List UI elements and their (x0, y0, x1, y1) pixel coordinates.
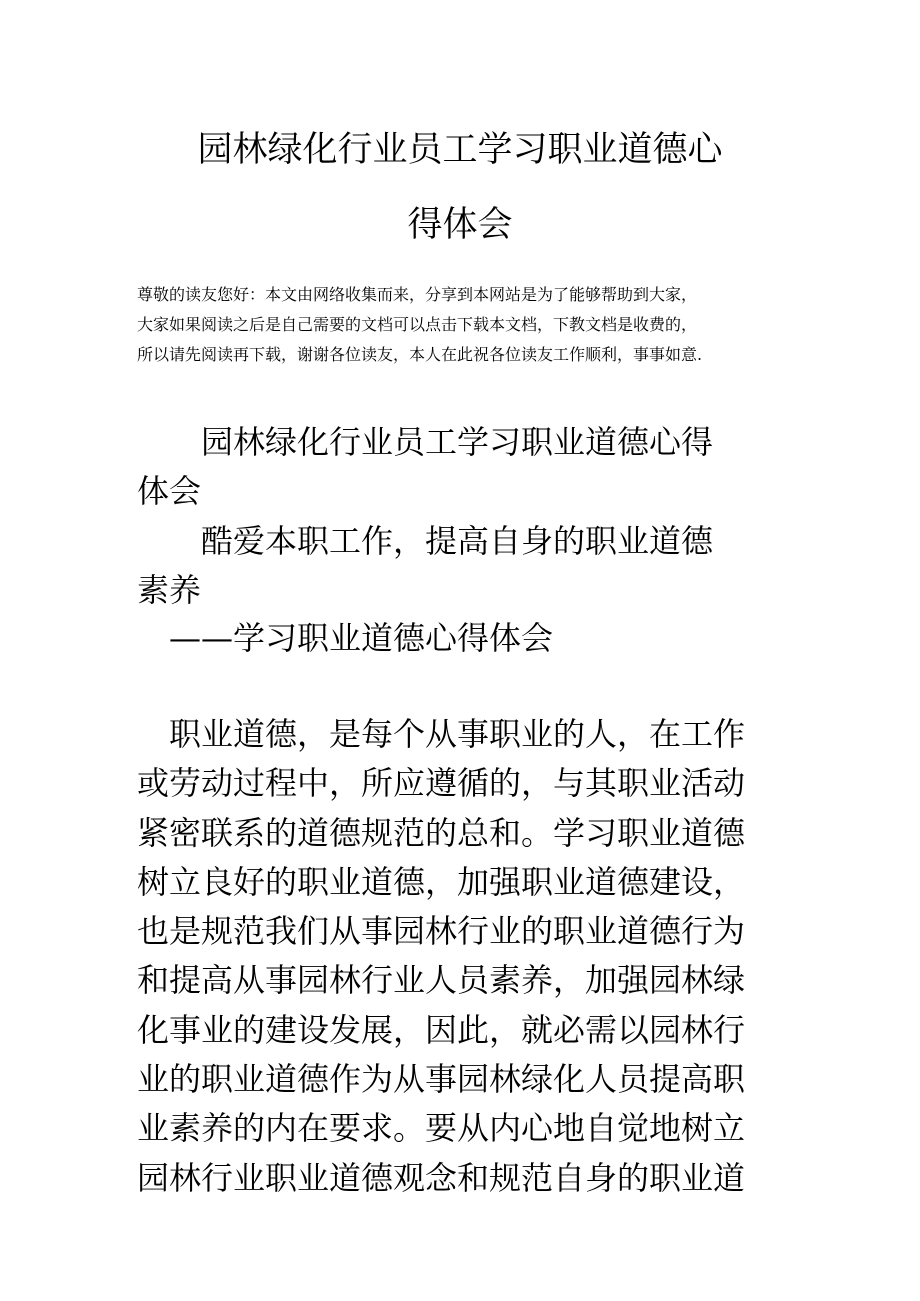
article-subtitle (137, 517, 787, 615)
article-heading-line: 园林绿化行业员工学习职业道德心得 (137, 423, 714, 461)
paragraph-line: 紧密联系的道德规范的总和。学习职业道德 (137, 813, 746, 852)
paragraph-line: 和提高从事园林行业人员素养，加强园林绿 (137, 961, 746, 1000)
reader-notice (137, 280, 797, 370)
document-title-line-2: 得体会 (407, 205, 513, 245)
paragraph-line: 树立良好的职业道德，加强职业道德建设， (137, 862, 746, 901)
paragraph-line: 业的职业道德作为从事园林绿化人员提高职 (137, 1060, 746, 1099)
paragraph-line: 或劳动过程中，所应遵循的，与其职业活动 (137, 764, 746, 803)
paragraph-line: 化事业的建设发展，因此，就必需以园林行 (137, 1010, 746, 1049)
paragraph-line: 也是规范我们从事园林行业的职业道德行为 (137, 912, 746, 951)
article-subheading-line: ——学习职业道德心得体会 (137, 619, 554, 657)
document-title-line-1: 园林绿化行业员工学习职业道德心 (197, 130, 723, 170)
paragraph-line: 园林行业职业道德观念和规范自身的职业道 (137, 1158, 746, 1197)
body-paragraph (137, 710, 787, 1203)
article-heading (137, 418, 787, 516)
notice-line: 尊敬的读友您好：本文由网络收集而来，分享到本网站是为了能够帮助到大家， (137, 285, 698, 304)
notice-line: 所以请先阅读再下载，谢谢各位读友，本人在此祝各位读友工作顺利，事事如意. (137, 345, 703, 364)
article-subtitle-line: 素养 (137, 571, 202, 609)
notice-line: 大家如果阅读之后是自己需要的文档可以点击下载本文档，下教文档是收费的， (137, 315, 698, 334)
article-heading-line: 体会 (137, 472, 202, 510)
paragraph-line: 职业道德，是每个从事职业的人，在工作 (137, 715, 746, 753)
article-subheading (137, 614, 787, 663)
paragraph-line: 业素养的内在要求。要从内心地自觉地树立 (137, 1109, 746, 1148)
article-subtitle-line: 酷爱本职工作，提高自身的职业道德 (137, 522, 714, 560)
